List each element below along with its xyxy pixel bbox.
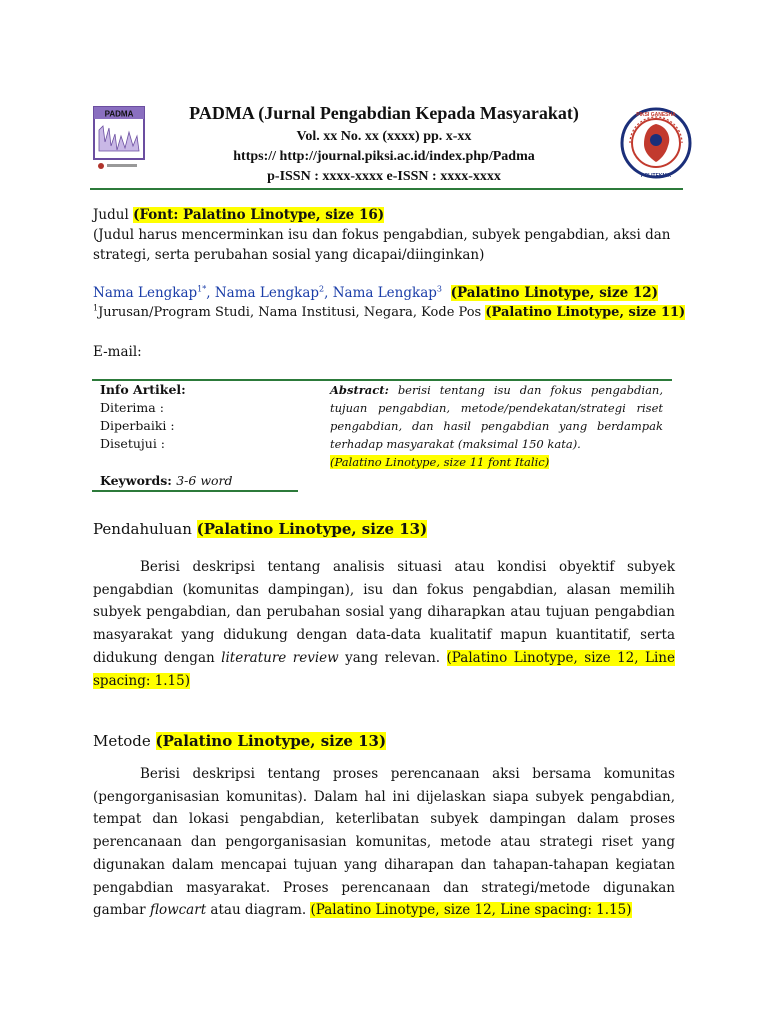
author-sup-3: 3: [436, 284, 442, 294]
pendahuluan-body-note: (Palatino Linotype, size 12, Line spacing: 1.15): [93, 649, 675, 689]
svg-text:PADMA: PADMA: [104, 109, 134, 119]
affiliation-sup: 1: [93, 303, 99, 313]
keywords-line: [100, 472, 233, 490]
svg-text:PIKSI GANESHA: PIKSI GANESHA: [636, 112, 676, 118]
keywords-divider: [92, 490, 298, 492]
judul-font-note: (Font: Palatino Linotype, size 16): [133, 207, 385, 223]
judul-label: Judul: [93, 207, 134, 223]
author-line: Nama Lengkap$^{1*}$, Nama Lengkap$^2$, Nama Lengkap$^3$ (Palatino Linotype, size 12): [93, 284, 659, 301]
affiliation-text: Jurusan/Program Studi, Nama Institusi, Negara, Kode Pos: [98, 305, 486, 320]
pendahuluan-body: Berisi deskripsi tentang analisis situasi atau kondisi obyektif subyek pengabdian (komunitas dampingan), isu dan fokus pengabdian, alasan memilih subyek pengabdian, dan perubahan sosial yang diharapkan atau tujuan pengabdian masyarakat yang didukung dengan data-data kualitatif mapun kuantitatif, serta didukung dengan: [93, 559, 675, 666]
metode-title: Metode: [93, 732, 156, 750]
metode-body-end: atau diagram.: [206, 902, 311, 919]
info-received: Diterima :: [100, 400, 164, 415]
abstract-block: [330, 381, 663, 471]
journal-url[interactable]: https:// http://journal.piksi.ac.id/index.php/Padma: [233, 149, 535, 164]
metode-heading: [93, 732, 386, 750]
affiliation-font-note: (Palatino Linotype, size 11): [485, 305, 686, 320]
abstract-font-note: (Palatino Linotype, size 11 font Italic): [330, 455, 550, 469]
info-revised: Diperbaiki :: [100, 418, 175, 433]
pendahuluan-font-note: (Palatino Linotype, size 13): [196, 520, 428, 538]
title-description-line-1: (Judul harus mencerminkan isu dan fokus pengabdian, subyek pengabdian, aksi dan: [93, 227, 671, 243]
affiliation-line: [93, 303, 685, 323]
svg-text:POLITEKNIK: POLITEKNIK: [640, 173, 672, 179]
header-divider: [90, 188, 683, 190]
metode-body: Berisi deskripsi tentang proses perencanaan aksi bersama komunitas (pengorganisasian komunitas). Dalam hal ini dijelaskan siapa subyek pengabdian, tempat dan lokasi pengabdian, keterlibatan subyek dampingan dalam proses perencanaan dan pengorganisasian komunitas, metode atau strategi riset yang digunakan dalam mencapai tujuan yang diharapan dan tahapan-tahapan kegiatan pengabdian masyarakat. Proses perencanaan dan strategi/metode digunakan gambar: [93, 766, 675, 919]
pendahuluan-body-italic: literature review: [221, 649, 339, 666]
author-font-note: (Palatino Linotype, size 12): [450, 285, 659, 301]
volume-line: Vol. xx No. xx (xxxx) pp. x-xx: [296, 129, 472, 144]
metode-font-note: (Palatino Linotype, size 13): [155, 732, 387, 750]
abstract-label: Abstract:: [330, 383, 389, 397]
metode-paragraph: [93, 763, 675, 922]
keywords-value: 3-6 word: [176, 473, 233, 488]
info-accepted: Disetujui :: [100, 436, 166, 451]
metode-body-italic: flowcart: [149, 902, 207, 919]
author-sup-1: 1*: [197, 284, 207, 294]
author-name-3: Nama Lengkap: [332, 285, 437, 301]
pendahuluan-paragraph: [93, 556, 675, 692]
author-name-1: Nama Lengkap: [93, 285, 198, 301]
pendahuluan-body-end: yang relevan.: [338, 649, 447, 666]
author-name-2: Nama Lengkap: [214, 285, 320, 301]
author-sup-2: 2: [319, 284, 325, 294]
title-description-line-2: strategi, serta perubahan sosial yang dicapai/diinginkan): [93, 247, 485, 263]
pendahuluan-heading: [93, 520, 427, 538]
journal-title: PADMA (Jurnal Pengabdian Kepada Masyarakat): [189, 103, 579, 123]
issn-line: p-ISSN : xxxx-xxxx e-ISSN : xxxx-xxxx: [267, 169, 501, 184]
abstract-text: berisi tentang isu dan fokus pengabdian, tujuan pengabdian, metode/pendekatan/strategi riset pengabdian, dan hasil pengabdian yang berdampak terhadap masyarakat (maksimal 150 kata).: [330, 383, 663, 451]
email-label: E-mail:: [93, 344, 142, 360]
pendahuluan-title: Pendahuluan: [93, 520, 197, 538]
keywords-label: Keywords:: [100, 473, 177, 488]
info-heading: Info Artikel:: [100, 382, 186, 397]
metode-body-note: (Palatino Linotype, size 12, Line spacing: 1.15): [310, 902, 632, 919]
title-line: [93, 205, 384, 225]
